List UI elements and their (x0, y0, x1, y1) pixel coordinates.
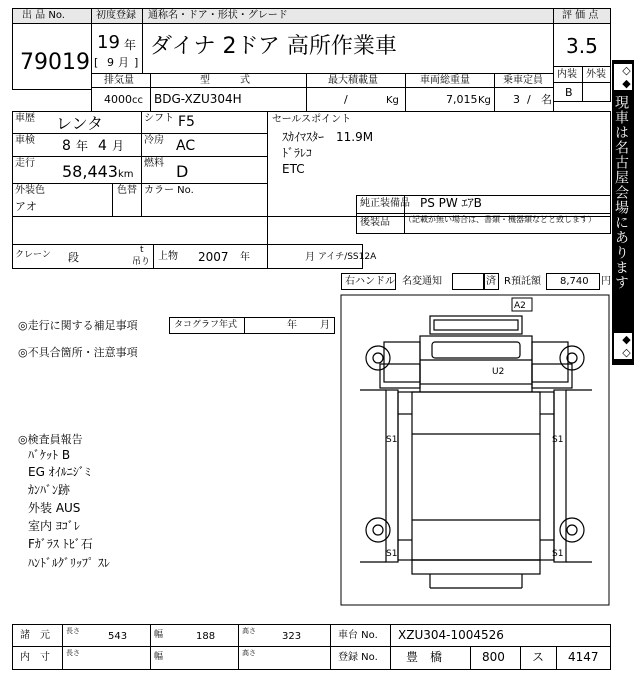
mileage-unit: km (118, 169, 134, 180)
model-value: BDG-XZU304H (154, 92, 242, 106)
sales-point-line: ﾄﾞﾗﾚｺ (282, 146, 313, 160)
capacity-unit: 名 (541, 93, 552, 106)
specs-header-line (91, 87, 554, 88)
rating-grade-divider (582, 66, 583, 102)
driving-notes-label: ◎走行に関する補足事項 (18, 319, 138, 332)
exterior-color-value: アオ (15, 200, 37, 213)
crane-divider (153, 244, 154, 269)
displacement-label: 排気量 (104, 75, 134, 86)
damage-mark-u2: U2 (492, 367, 505, 377)
details-row-line-1 (12, 133, 268, 134)
odometer-unit: 円 (601, 276, 611, 287)
footer-row-line (12, 646, 611, 647)
tachograph-divider (244, 317, 245, 334)
inspector-report-line: ｶﾝﾊﾞﾝ跡 (28, 483, 71, 497)
specs-divider-2 (306, 73, 307, 112)
body-year: 2007 (198, 250, 229, 264)
inspector-report-line: 室内 ﾖｺﾞﾚ (28, 519, 80, 533)
rating-label: 評 価 点 (562, 10, 599, 21)
damage-mark-s1: S1 (386, 435, 398, 445)
color-number-label: カラー No. (144, 185, 194, 196)
registration-year-unit: 年 (124, 38, 137, 52)
sales-point-line: ETC (282, 162, 305, 176)
inspection-month: 4 (98, 138, 107, 154)
inspector-report-line: 外装 AUS (28, 501, 81, 515)
height-label: 高さ (242, 627, 256, 635)
steering-value: 右ハンドル (345, 276, 395, 287)
fuel-value: D (176, 162, 189, 181)
interior-grade: B (565, 86, 573, 99)
registration-month: 9 (107, 56, 114, 69)
length-label: 長さ (66, 627, 80, 635)
footer-col-line (390, 624, 391, 670)
interior-width-label: 幅 (154, 652, 164, 662)
damage-mark-s1: S1 (552, 549, 564, 559)
width-label: 幅 (154, 630, 164, 640)
car-name: ダイナ 2ドア 高所作業車 (150, 34, 397, 59)
defects-label: ◎不具合箇所・注意事項 (18, 346, 138, 359)
equipment-label: 純正装備品 (360, 198, 410, 209)
displacement-unit: cc (132, 95, 143, 106)
inspection-year-unit: 年 (76, 139, 89, 153)
max-load-label: 最大積載量 (328, 75, 378, 86)
registration-month-close: ] (134, 56, 139, 69)
registration-month-unit: 月 (118, 56, 129, 69)
body-model: アイチ/SS12A (318, 252, 377, 262)
name-change-box (452, 273, 484, 290)
capacity-separator: / (527, 93, 531, 106)
crane-label: クレーン (15, 250, 51, 260)
history-label: 車歴 (15, 113, 35, 124)
inspector-report-line: ﾊﾞｹｯﾄ B (28, 448, 71, 462)
mileage-value: 58,443 (62, 162, 118, 181)
capacity-value: 3 (513, 93, 520, 106)
details-row-line-2 (12, 156, 268, 157)
gross-weight-label: 車両総重量 (420, 75, 470, 86)
crane-hang: 吊り (132, 257, 151, 267)
inspection-month-unit: 月 (112, 139, 125, 153)
vehicle-damage-diagram (340, 294, 610, 606)
crane-stage: 段 (68, 251, 79, 264)
rating-score: 3.5 (566, 34, 598, 58)
body-label: 上物 (158, 251, 178, 262)
gross-weight-value: 7,015 (446, 93, 478, 106)
model-label: 型 式 (200, 75, 250, 86)
fuel-label: 燃料 (144, 158, 164, 169)
footer-table (12, 624, 611, 670)
max-load-unit: Kg (386, 95, 399, 106)
sales-points-label: セールスポイント (272, 114, 352, 125)
inspection-year: 8 (62, 138, 71, 154)
chassis-value: XZU304-1004526 (398, 628, 504, 642)
chassis-label: 車台 No. (338, 630, 378, 641)
interior-height-label: 高さ (242, 649, 256, 657)
height-value: 323 (282, 631, 302, 642)
inspector-report-line: Fｶﾞﾗｽ ﾄﾋﾞ石 (28, 537, 93, 551)
location-banner-bottom: ◆◇ (614, 333, 632, 359)
dimensions-label: 諸 元 (20, 630, 50, 641)
inspector-report-line: EG ｵｲﾙﾆｼﾞﾐ (28, 465, 91, 479)
registration-label: 登録 No. (338, 652, 378, 663)
registration-month-open: [ (94, 56, 99, 69)
lot-number: 79019 (20, 50, 90, 75)
color-change-label: 色替 (117, 185, 137, 196)
tachograph-year-unit: 年 (287, 320, 297, 331)
location-banner-text: 現車は名古屋会場にあります (613, 95, 629, 290)
crane-ton: t (140, 245, 144, 255)
footer-col-line (556, 646, 557, 670)
equipment-divider (356, 213, 611, 214)
specs-divider-1 (150, 73, 151, 112)
shift-label: シフト (144, 113, 174, 124)
length-value: 543 (108, 631, 128, 642)
rating-grade-header-line (553, 82, 611, 83)
inspector-report-line: ﾊﾝﾄﾞﾙｸﾞﾘｯﾌﾟ ｽﾚ (28, 556, 110, 570)
registration-kana: ス (532, 650, 545, 664)
interior-length-label: 長さ (66, 649, 80, 657)
location-banner-top: ◇◆ (614, 64, 632, 90)
capacity-label: 乗車定員 (503, 75, 543, 86)
specs-divider-4 (494, 73, 495, 112)
details-row-line-4 (12, 216, 268, 217)
max-load-value: / (344, 93, 348, 106)
mileage-label: 走行 (15, 158, 35, 169)
footer-col-line (150, 624, 151, 670)
interior-dimensions-label: 内 寸 (20, 652, 50, 663)
aftermarket-label: 後装品 (360, 217, 390, 228)
gross-weight-unit: Kg (478, 95, 491, 106)
registration-year: 19 (97, 32, 120, 53)
details-row-line-3 (12, 183, 268, 184)
body-year-unit: 年 (240, 252, 250, 263)
footer-col-line (520, 646, 521, 670)
damage-mark-s1: S1 (552, 435, 564, 445)
footer-col-line (238, 624, 239, 670)
exterior-color-label: 外装色 (15, 185, 45, 196)
tachograph-label: タコグラフ年式 (174, 320, 238, 330)
odometer-label: R預託額 (504, 276, 541, 287)
footer-col-line (62, 624, 63, 670)
shift-value: F5 (178, 114, 195, 130)
inspection-label: 車検 (15, 135, 35, 146)
odometer-value: 8,740 (560, 276, 589, 287)
damage-mark-a2: A2 (514, 301, 526, 311)
footer-col-line (330, 624, 331, 670)
tachograph-month-unit: 月 (320, 320, 330, 331)
registration-class: 800 (482, 650, 505, 664)
name-change-label: 名変通知 (402, 276, 442, 287)
ac-label: 冷房 (144, 135, 164, 146)
damage-mark-s1: S1 (386, 549, 398, 559)
first-registration-label: 初度登録 (96, 10, 136, 21)
lot-number-label: 出 品 No. (22, 10, 65, 21)
sales-point-line: ｽｶｲﾏｽﾀｰ 11.9M (282, 130, 374, 144)
displacement-value: 4000 (104, 93, 132, 106)
specs-divider-3 (405, 73, 406, 112)
registration-number: 4147 (568, 650, 599, 664)
history-value: レンタ (56, 114, 103, 133)
car-name-label: 通称名・ドア・形状・グレード (148, 10, 288, 21)
registration-area: 豊 橋 (406, 650, 443, 664)
ac-value: AC (176, 138, 196, 154)
footer-col-line (470, 646, 471, 670)
details-col-line-2 (112, 183, 113, 216)
details-col-line-1 (141, 111, 142, 216)
warranty-label: 済 (486, 276, 496, 287)
body-month-unit: 月 (305, 252, 315, 263)
equipment-value: PS PW ｴｱB (420, 196, 482, 210)
exterior-grade-label: 外装 (586, 69, 606, 80)
inspector-report-label: ◎検査員報告 (18, 433, 83, 446)
width-value: 188 (196, 631, 216, 642)
interior-grade-label: 内装 (557, 69, 577, 80)
aftermarket-note: （記載が無い場合は、書類・機器類などと致します） (404, 215, 596, 224)
